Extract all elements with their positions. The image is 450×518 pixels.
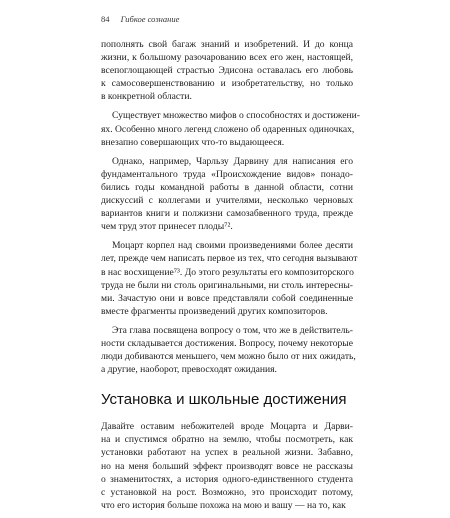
section-heading: Установка и школьные достижения — [101, 391, 347, 409]
text-line: ях. Особенно много легенд сложено об одаренных одиночках, — [101, 123, 355, 135]
text-line: а другие, наоборот, превосходят ожидания. — [101, 364, 277, 376]
text-line: жизни, к большому разочарованию всех его жен, настоящей, — [101, 52, 353, 64]
paragraph — [101, 420, 353, 512]
paragraph — [101, 324, 356, 376]
body-text — [101, 38, 360, 518]
paragraph — [101, 109, 360, 148]
running-head — [101, 14, 179, 25]
text-line: лет, прежде чем написать первое из тех, что сегодня вызывают — [101, 253, 358, 265]
text-line: дискуссий с коллегами и учителями, несколько черновых — [101, 195, 353, 207]
book-title: Гибкое сознание — [120, 14, 180, 24]
paragraph — [101, 155, 353, 234]
text-line: Существует множество мифов о способностях и достижени- — [112, 110, 360, 122]
text-line: к самосовершенствованию и изобретательству, но только — [101, 78, 353, 90]
paragraphs-before — [101, 38, 360, 376]
text-line: Однако, например, Чарльзу Дарвину для написания его — [112, 155, 353, 167]
text-line: о знаменитостях, а история одного-единственного студента — [101, 473, 353, 485]
text-line: Моцарт корпел над своими произведениями более десяти — [112, 240, 353, 252]
paragraph — [101, 38, 353, 103]
text-line: вместе фрагменты произведений других композиторов. — [101, 305, 328, 317]
text-line: установки работают на успех в реальной жизни. Забавно, — [101, 447, 353, 459]
text-line: бились годы командной работы в данной области, сотни — [101, 181, 353, 193]
page-number: 84 — [101, 14, 110, 24]
text-line: Давайте оставим небожителей вроде Моцарта и Дарви- — [101, 421, 353, 433]
paragraph — [101, 239, 358, 318]
text-line: с установкой на рост. Возможно, это происходит потому, — [101, 486, 353, 498]
text-line: но на меня больший эффект производят вовсе не рассказы — [101, 460, 353, 472]
text-line: в конкретной области. — [101, 91, 192, 103]
text-line: фундаментального труда «Происхождение видов» понадо- — [101, 168, 353, 180]
text-line: чем труд этот принесет плоды⁷². — [101, 221, 233, 233]
text-line: ности складывается достижения. Вопросу, почему некоторые — [101, 337, 353, 349]
text-line: труда не были ни столь оригинальными, ни столь интересны- — [101, 279, 353, 291]
text-line: в нас восхищение⁷³. До этого результаты его композиторского — [101, 266, 354, 278]
text-line: что его история больше похожа на мою и вашу — на то, как — [101, 499, 346, 511]
paragraphs-after — [101, 420, 353, 512]
text-line: вариантов книги и полжизни самозабвенного труда, прежде — [101, 208, 353, 220]
text-line: люди добиваются меньшего, чем можно было от них ожидать, — [101, 351, 356, 363]
text-line: внезапно совершающих что-то выдающееся. — [101, 136, 285, 148]
text-line: ми. Зачастую они и вовсе представляли собой соединенные — [101, 292, 353, 304]
text-line: Эта глава посвящена вопросу о том, что же в действитель- — [112, 324, 353, 336]
text-line: всепоглощающей страстью Эдисона оставалась его любовь — [101, 65, 353, 77]
text-line: пополнять свой багаж знаний и изобретений. И до конца — [101, 39, 353, 50]
text-line: на и спустимся обратно на землю, чтобы посмотреть, как — [101, 434, 353, 446]
